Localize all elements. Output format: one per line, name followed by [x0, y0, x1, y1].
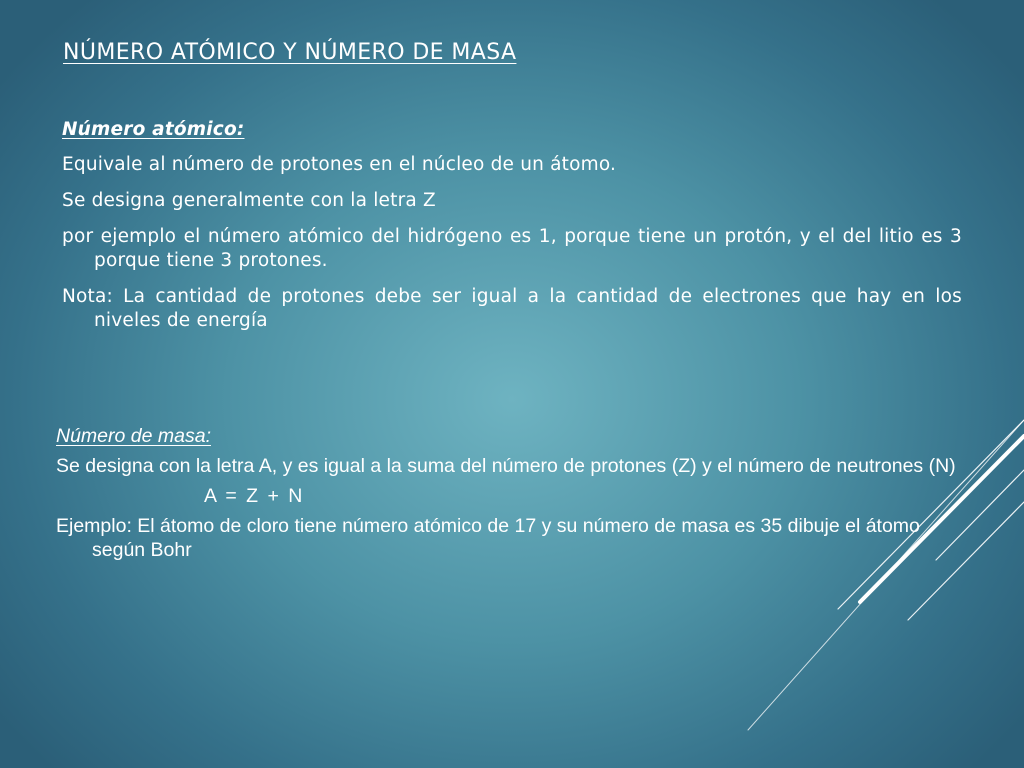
atomic-number-paragraph: Se designa generalmente con la letra Z [62, 190, 436, 211]
atomic-number-heading: Número atómico: [62, 119, 245, 140]
atomic-number-paragraph: por ejemplo el número atómico del hidrógeno es 1, porque tiene un protón, y el del litio es 3 porque tiene 3 protones. [62, 226, 962, 271]
slide-title: NÚMERO ATÓMICO Y NÚMERO DE MASA [63, 40, 517, 65]
mass-number-example: Ejemplo: El átomo de cloro tiene número atómico de 17 y su número de masa es 35 dibuje el átomo según Bohr [56, 515, 920, 561]
mass-number-section [56, 424, 956, 568]
atomic-number-paragraph: Equivale al número de protones en el núcleo de un átomo. [62, 154, 617, 175]
mass-number-formula: A = Z + N [204, 485, 303, 507]
atomic-number-note: Nota: La cantidad de protones debe ser igual a la cantidad de electrones que hay en los niveles de energía [62, 286, 962, 331]
mass-number-heading: Número de masa: [56, 425, 211, 447]
atomic-number-section [62, 118, 962, 345]
mass-number-definition: Se designa con la letra A, y es igual a la suma del número de protones (Z) y el número de neutrones (N) [56, 455, 956, 477]
